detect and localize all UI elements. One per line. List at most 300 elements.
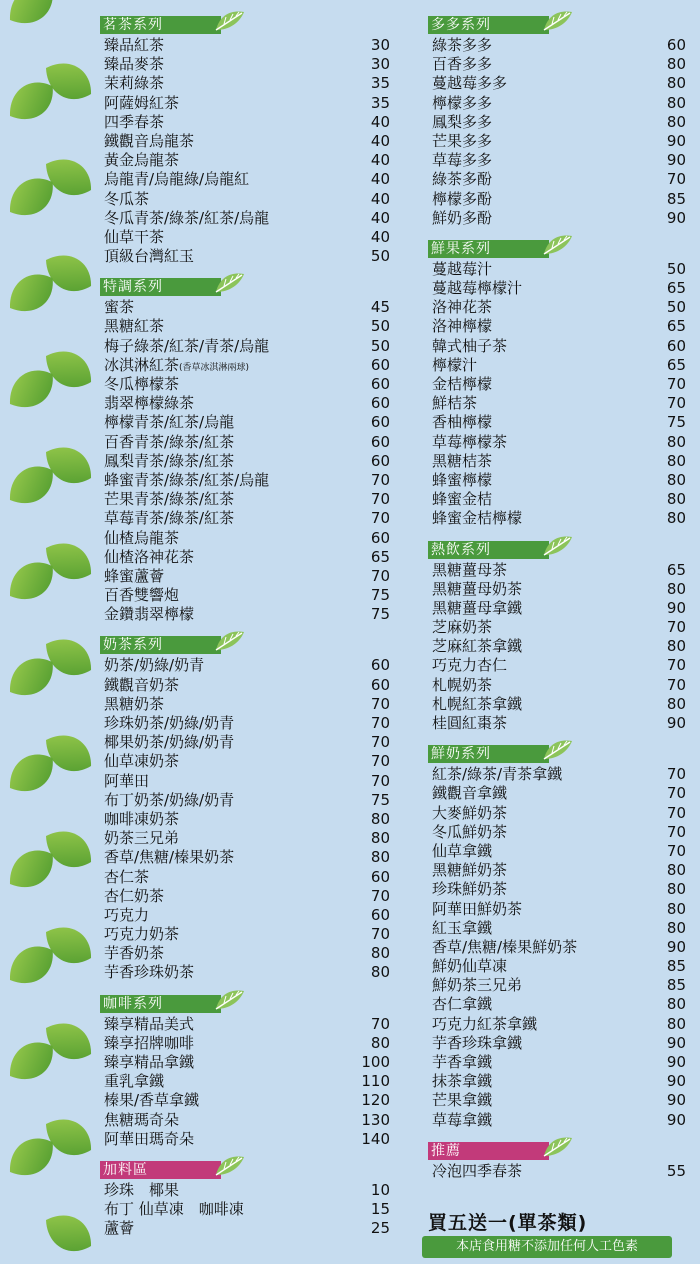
item-name <box>432 580 522 599</box>
menu-item <box>100 714 400 733</box>
item-name-text: 韓式柚子茶 <box>432 336 508 355</box>
item-name-text: 草莓多多 <box>432 151 493 170</box>
item-name <box>432 74 507 93</box>
item-name-text: 黃金烏龍茶 <box>104 151 180 170</box>
item-name <box>432 1034 522 1053</box>
menu-item <box>428 190 686 209</box>
item-name-text: 蜂蜜金桔檸檬 <box>432 509 523 528</box>
item-price: 75 <box>370 790 390 809</box>
tea-leaf-icon <box>212 1153 248 1179</box>
menu-item <box>428 1015 686 1034</box>
item-name-text: 芒果多多 <box>432 131 493 150</box>
item-price: 60 <box>370 394 390 413</box>
item-name <box>104 791 234 810</box>
item-name-text: 黑糖薑母拿鐵 <box>432 598 523 617</box>
item-price: 80 <box>666 918 686 937</box>
item-name-text: 金桔檸檬 <box>432 375 493 393</box>
item-name-text: 黑糖薑母奶茶 <box>432 579 523 598</box>
item-price: 80 <box>666 579 686 598</box>
menu-item <box>100 55 400 74</box>
item-price: 70 <box>370 925 390 944</box>
item-price: 80 <box>370 963 390 982</box>
menu-item <box>428 490 686 509</box>
item-name-text: 冰淇淋紅茶 <box>104 355 180 374</box>
item-price: 15 <box>370 1200 390 1219</box>
item-name <box>432 861 507 880</box>
item-price: 90 <box>666 208 686 227</box>
item-name <box>432 900 522 919</box>
item-name <box>432 784 507 803</box>
item-name-text: 黑糖桔茶 <box>432 451 493 470</box>
menu-item <box>100 548 400 567</box>
item-name <box>104 656 204 675</box>
item-name <box>432 1111 492 1130</box>
item-price: 80 <box>666 694 686 713</box>
item-price: 60 <box>370 413 390 432</box>
menu-item <box>100 676 400 695</box>
menu-item <box>100 94 400 113</box>
promo-text: 買五送一(單茶類) <box>428 1212 588 1234</box>
menu-item <box>428 356 686 375</box>
item-name <box>432 151 492 170</box>
item-name <box>104 433 234 452</box>
item-name <box>104 1091 199 1110</box>
item-price: 80 <box>666 55 686 74</box>
item-price: 50 <box>370 317 390 336</box>
item-name-text: 頂級台灣紅玉 <box>104 247 195 266</box>
item-name-text: 紅茶/綠茶/青茶拿鐵 <box>432 765 563 784</box>
item-name-text: 臻品紅茶 <box>104 36 165 54</box>
item-name <box>104 1181 179 1200</box>
item-price: 50 <box>370 336 390 355</box>
item-name-text: 焦糖瑪奇朵 <box>104 1110 180 1129</box>
item-price: 60 <box>370 656 390 675</box>
item-price: 70 <box>370 886 390 905</box>
item-name-text: 布丁奶茶/奶綠/奶青 <box>104 790 235 809</box>
item-name <box>432 938 577 957</box>
item-name <box>432 957 507 976</box>
item-price: 80 <box>666 74 686 93</box>
menu-item <box>428 509 686 528</box>
item-name <box>432 190 492 209</box>
item-name-text: 綠茶多多 <box>432 36 493 54</box>
item-name-text: 草莓青茶/綠茶/紅茶 <box>104 509 235 528</box>
item-price: 80 <box>666 861 686 880</box>
item-name-text: 布丁 仙草凍 咖啡凍 <box>104 1200 244 1219</box>
section-header <box>428 14 686 36</box>
section <box>428 14 686 228</box>
section-title: 茗茶系列 <box>100 16 221 34</box>
item-name <box>104 55 164 74</box>
item-name <box>104 1053 194 1072</box>
menu-item <box>100 356 400 375</box>
item-price: 90 <box>666 131 686 150</box>
item-name <box>104 247 194 266</box>
item-name-text: 大麥鮮奶茶 <box>432 803 508 822</box>
menu-item <box>428 995 686 1014</box>
item-name <box>104 848 234 867</box>
item-name-text: 阿華田鮮奶茶 <box>432 899 523 918</box>
item-name-text: 鐵觀音拿鐵 <box>432 784 508 803</box>
menu-item <box>100 868 400 887</box>
item-price: 70 <box>666 841 686 860</box>
item-price: 70 <box>370 1014 390 1033</box>
menu-item <box>100 695 400 714</box>
item-name-text: 珍珠 椰果 <box>104 1180 180 1199</box>
item-name <box>432 413 492 432</box>
item-name <box>104 676 179 695</box>
item-name <box>104 471 269 490</box>
item-name-text: 杏仁拿鐵 <box>432 995 493 1014</box>
item-name-text: 冬瓜茶 <box>104 189 150 208</box>
menu-item <box>100 1015 400 1034</box>
left-column <box>100 14 400 1249</box>
item-price: 40 <box>370 208 390 227</box>
item-name <box>432 823 507 842</box>
menu-item <box>100 509 400 528</box>
section-title: 咖啡系列 <box>100 995 221 1013</box>
item-price: 100 <box>361 1053 390 1071</box>
item-price: 50 <box>666 298 686 317</box>
item-name-text: 珍珠鮮奶茶 <box>432 880 508 899</box>
item-price: 60 <box>370 432 390 451</box>
menu-item <box>428 976 686 995</box>
item-price: 60 <box>370 451 390 470</box>
item-name-text: 鐵觀音烏龍茶 <box>104 131 195 150</box>
item-name-text: 香草/焦糖/榛果奶茶 <box>104 848 235 867</box>
right-column <box>428 14 686 1191</box>
section <box>428 539 686 734</box>
menu-item <box>428 1072 686 1091</box>
item-name <box>432 36 492 55</box>
item-name <box>104 548 194 567</box>
leaf-shape <box>38 1206 92 1261</box>
item-name <box>432 880 507 899</box>
item-price: 80 <box>666 490 686 509</box>
item-name <box>432 656 507 675</box>
section-title: 多多系列 <box>428 16 549 34</box>
item-name <box>104 868 149 887</box>
item-name <box>432 452 492 471</box>
item-name-text: 檸檬多多 <box>432 93 493 112</box>
item-name-text: 札幌奶茶 <box>432 675 493 694</box>
menu-item <box>100 151 400 170</box>
menu-item <box>428 452 686 471</box>
item-price: 65 <box>666 317 686 336</box>
item-name-text: 椰果奶茶/奶綠/奶青 <box>104 733 235 752</box>
item-name-text: 咖啡凍奶茶 <box>104 809 180 828</box>
item-price: 90 <box>666 598 686 617</box>
menu-item <box>100 567 400 586</box>
item-price: 80 <box>666 995 686 1014</box>
item-name <box>104 733 234 752</box>
item-price: 80 <box>666 509 686 528</box>
menu-item <box>428 55 686 74</box>
item-price: 90 <box>666 1072 686 1091</box>
item-price: 65 <box>666 279 686 298</box>
item-name <box>432 695 522 714</box>
item-name <box>104 94 179 113</box>
item-price: 50 <box>370 247 390 266</box>
section <box>428 238 686 529</box>
item-price: 70 <box>666 375 686 393</box>
item-name <box>432 260 492 279</box>
menu-item <box>428 209 686 228</box>
item-name-text: 蔓越莓汁 <box>432 259 493 278</box>
item-name <box>432 842 492 861</box>
menu-item <box>100 829 400 848</box>
item-name <box>104 113 164 132</box>
item-price: 70 <box>666 822 686 841</box>
item-name <box>104 1219 134 1238</box>
item-name <box>104 605 194 624</box>
item-price: 40 <box>370 151 390 170</box>
menu-item <box>428 132 686 151</box>
tea-leaf-icon <box>212 628 248 654</box>
item-name <box>432 561 507 580</box>
item-name-text: 臻享精品拿鐵 <box>104 1053 195 1071</box>
item-name-text: 蘆薈 <box>104 1219 135 1238</box>
menu-item <box>100 1091 400 1110</box>
item-price: 40 <box>370 112 390 131</box>
menu-item <box>100 1219 400 1238</box>
section-header <box>100 14 400 36</box>
menu-item <box>428 861 686 880</box>
menu-item <box>100 471 400 490</box>
menu-item <box>100 170 400 189</box>
item-name <box>432 599 522 618</box>
item-price: 85 <box>666 189 686 208</box>
item-name <box>432 676 492 695</box>
item-name <box>104 1130 194 1149</box>
item-price: 70 <box>370 490 390 509</box>
item-name <box>104 170 249 189</box>
menu-item <box>428 618 686 637</box>
item-price: 70 <box>370 694 390 713</box>
item-name-text: 重乳拿鐵 <box>104 1072 165 1091</box>
item-price: 70 <box>666 618 686 637</box>
tea-leaf-icon <box>212 987 248 1013</box>
menu-item <box>100 1034 400 1053</box>
menu-item <box>100 190 400 209</box>
menu-item <box>100 529 400 548</box>
item-name-text: 檸檬青茶/紅茶/烏龍 <box>104 413 235 432</box>
item-price: 70 <box>370 714 390 732</box>
item-price: 55 <box>666 1161 686 1180</box>
item-price: 50 <box>666 259 686 278</box>
item-name <box>104 529 179 548</box>
item-name <box>104 1200 244 1219</box>
item-name-text: 奶茶三兄弟 <box>104 829 180 848</box>
item-name <box>104 925 179 944</box>
item-price: 80 <box>370 809 390 828</box>
item-name <box>432 55 492 74</box>
item-name <box>104 375 179 394</box>
item-name <box>432 113 492 132</box>
item-name-text: 百香雙響炮 <box>104 586 180 605</box>
menu-item <box>100 887 400 906</box>
item-name <box>432 1053 492 1072</box>
item-price: 90 <box>666 151 686 170</box>
menu-item <box>428 433 686 452</box>
item-name <box>104 1111 179 1130</box>
item-name-text: 抹茶拿鐵 <box>432 1072 493 1091</box>
item-price: 110 <box>361 1072 390 1091</box>
item-price: 80 <box>666 112 686 131</box>
menu-item <box>428 580 686 599</box>
item-name-text: 蜂蜜金桔 <box>432 490 493 509</box>
item-name-text: 鮮奶多酚 <box>432 208 493 227</box>
menu-item <box>428 1053 686 1072</box>
item-name-text: 芒果青茶/綠茶/紅茶 <box>104 490 235 509</box>
item-name <box>104 132 194 151</box>
item-name <box>432 804 507 823</box>
item-price: 80 <box>666 470 686 489</box>
item-price: 60 <box>370 867 390 886</box>
section-header <box>428 1140 686 1162</box>
item-name <box>104 944 164 963</box>
leaf-border-decoration <box>0 0 92 1264</box>
section-title: 特調系列 <box>100 278 221 296</box>
section <box>100 1159 400 1239</box>
item-name-text: 札幌紅茶拿鐵 <box>432 694 523 713</box>
item-name <box>432 356 477 375</box>
item-name <box>104 209 269 228</box>
item-note: (香草冰淇淋兩球) <box>179 362 250 373</box>
section <box>100 993 400 1149</box>
menu-item <box>100 963 400 982</box>
menu-item <box>428 337 686 356</box>
item-price: 75 <box>666 413 686 432</box>
menu-item <box>100 1053 400 1072</box>
item-name-text: 臻享招牌咖啡 <box>104 1033 195 1052</box>
item-name-text: 綠茶多酚 <box>432 170 493 189</box>
item-price: 90 <box>666 1033 686 1052</box>
item-name <box>432 618 492 637</box>
item-name <box>104 1034 194 1053</box>
item-name-text: 鮮桔茶 <box>432 394 478 413</box>
item-name-text: 芝麻紅茶拿鐵 <box>432 637 523 656</box>
section-header <box>428 238 686 260</box>
menu-item <box>100 74 400 93</box>
item-price: 80 <box>370 848 390 867</box>
section <box>100 276 400 624</box>
item-name <box>432 1015 537 1034</box>
item-name <box>432 490 492 509</box>
item-price: 25 <box>370 1219 390 1238</box>
item-name-text: 烏龍青/烏龍綠/烏龍紅 <box>104 170 250 189</box>
item-price: 60 <box>666 36 686 54</box>
item-name <box>432 714 507 733</box>
menu-item <box>100 1111 400 1130</box>
item-name <box>432 394 477 413</box>
item-price: 70 <box>666 675 686 694</box>
item-name <box>104 190 149 209</box>
section-title: 鮮奶系列 <box>428 745 549 763</box>
item-name-text: 阿薩姆紅茶 <box>104 93 180 112</box>
item-price: 80 <box>666 451 686 470</box>
item-price: 60 <box>370 528 390 547</box>
item-price: 80 <box>666 880 686 899</box>
item-price: 80 <box>370 1033 390 1052</box>
item-name <box>104 887 164 906</box>
section <box>428 743 686 1130</box>
item-name-text: 蜂蜜蘆薈 <box>104 566 165 585</box>
menu-item <box>100 337 400 356</box>
menu-item <box>100 810 400 829</box>
menu-item <box>428 413 686 432</box>
item-name <box>104 490 234 509</box>
item-price: 70 <box>370 771 390 790</box>
menu-item <box>428 765 686 784</box>
menu-item <box>428 36 686 55</box>
menu-item <box>428 151 686 170</box>
menu-item <box>100 317 400 336</box>
item-price: 80 <box>666 1014 686 1033</box>
item-price: 70 <box>666 784 686 803</box>
menu-item <box>428 394 686 413</box>
menu-item <box>100 1130 400 1149</box>
item-price: 40 <box>370 189 390 208</box>
item-name-text: 四季春茶 <box>104 112 165 131</box>
menu-item <box>100 375 400 394</box>
item-price: 40 <box>370 170 390 189</box>
section-header <box>100 1159 400 1181</box>
item-price: 60 <box>370 375 390 393</box>
menu-item <box>428 804 686 823</box>
menu-item <box>428 957 686 976</box>
item-price: 85 <box>666 976 686 995</box>
item-price: 90 <box>666 714 686 732</box>
item-name <box>432 298 492 317</box>
item-price: 65 <box>370 547 390 566</box>
item-price: 70 <box>666 170 686 189</box>
leaf-shape <box>1 0 63 34</box>
item-price: 60 <box>666 336 686 355</box>
item-name-text: 芋香珍珠奶茶 <box>104 963 195 982</box>
menu-item <box>100 733 400 752</box>
item-name-text: 蜜茶 <box>104 298 135 317</box>
item-name-text: 黑糖紅茶 <box>104 317 165 336</box>
menu-item <box>428 317 686 336</box>
item-name-text: 冬瓜青茶/綠茶/紅茶/烏龍 <box>104 208 270 227</box>
menu-item <box>428 842 686 861</box>
item-name <box>104 74 164 93</box>
menu-item <box>100 925 400 944</box>
item-price: 80 <box>370 829 390 848</box>
item-name <box>432 1091 492 1110</box>
item-name <box>432 170 492 189</box>
item-name <box>432 209 492 228</box>
item-name-text: 蔓越莓檸檬汁 <box>432 279 523 298</box>
item-price: 70 <box>370 566 390 585</box>
menu-item <box>100 132 400 151</box>
section-title: 加料區 <box>100 1161 221 1179</box>
item-name-text: 洛神花茶 <box>432 298 493 317</box>
item-name-text: 阿華田瑪奇朵 <box>104 1129 195 1148</box>
menu-item <box>100 209 400 228</box>
item-name-text: 草莓檸檬茶 <box>432 432 508 451</box>
section-header <box>428 539 686 561</box>
item-name <box>432 637 522 656</box>
item-name <box>432 1072 492 1091</box>
item-name-text: 仙草凍奶茶 <box>104 752 180 771</box>
item-price: 45 <box>370 298 390 317</box>
tea-leaf-icon <box>212 270 248 296</box>
item-name-text: 洛神檸檬 <box>432 317 493 336</box>
item-name-text: 芋香珍珠拿鐵 <box>432 1033 523 1052</box>
item-name <box>104 452 234 471</box>
